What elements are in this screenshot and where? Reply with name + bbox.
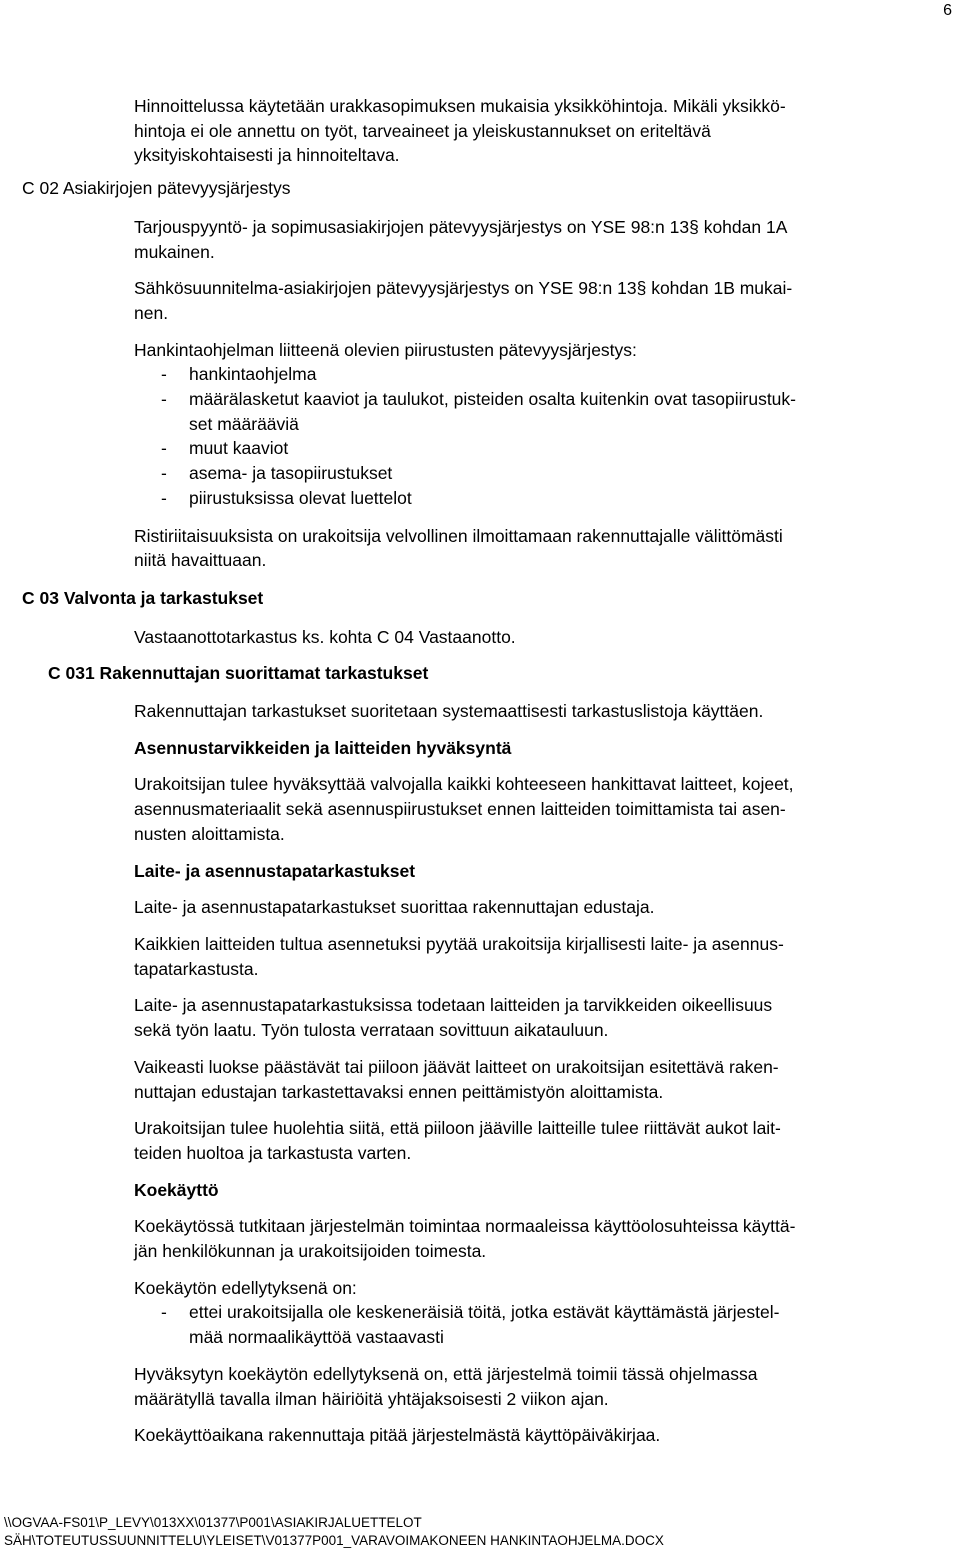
- text-line: Koekäytössä tutkitaan järjestelmän toimintaa normaaleissa käyttöolosuhteissa käyttä-: [134, 1216, 796, 1237]
- c03-paragraph-1: Vastaanottotarkastus ks. kohta C 04 Vastaanotto.: [134, 626, 516, 647]
- text-line: Laite- ja asennustapatarkastuksissa todetaan laitteiden ja tarvikkeiden oikeellisuus: [134, 995, 773, 1016]
- text-line: niitä havaittuaan.: [134, 550, 267, 571]
- section-heading-c031: C 031 Rakennuttajan suorittamat tarkastukset: [48, 663, 429, 684]
- text-line: Ristiriitaisuuksista on urakoitsija velvollinen ilmoittamaan rakennuttajalle välittömästi: [134, 525, 783, 546]
- text-line: ettei urakoitsijalla ole keskeneräisiä töitä, jotka estävät käyttämästä järjestel-: [189, 1302, 780, 1323]
- text-line: määrälasketut kaaviot ja taulukot, pisteiden osalta kuitenkin ovat tasopiirustuk-: [189, 389, 796, 410]
- text-line: set määrääviä: [189, 413, 299, 434]
- c031-paragraph-1: Rakennuttajan tarkastukset suoritetaan systemaattisesti tarkastuslistoja käyttäen.: [134, 701, 764, 722]
- list-item: - piirustuksissa olevat luettelot: [134, 486, 960, 511]
- c02-paragraph-2: [134, 276, 952, 325]
- footer-line: SÄH\TOTEUTUSSUUNNITTELU\YLEISET\V01377P001_VARAVOIMAKONEEN HANKINTAOHJELMA.DOCX: [4, 1532, 664, 1548]
- document-body: [0, 94, 960, 1448]
- subheading-equipment-approval: Asennustarvikkeiden ja laitteiden hyväksyntä: [134, 737, 512, 758]
- intro-paragraph: [134, 94, 952, 168]
- text-line: sekä työn laatu. Työn tulosta verrataan sovittuun aikatauluun.: [134, 1020, 609, 1041]
- text-line: piirustuksissa olevat luettelot: [189, 487, 412, 508]
- text-line: teiden huoltoa ja tarkastusta varten.: [134, 1142, 412, 1163]
- text-line: jän henkilökunnan ja urakoitsijoiden toimesta.: [134, 1241, 487, 1262]
- c02-drawing-list: [134, 362, 960, 510]
- trial-run-conditions-list: [134, 1300, 960, 1349]
- inspection-paragraph-4: [134, 1055, 952, 1104]
- inspection-paragraph-3: [134, 993, 952, 1042]
- list-item: - muut kaaviot: [134, 436, 960, 461]
- trial-run-list-intro: Koekäytön edellytyksenä on:: [134, 1277, 357, 1298]
- text-line: hintoja ei ole annettu on työt, tarveaineet ja yleiskustannukset on eriteltävä: [134, 120, 711, 141]
- c02-paragraph-1: [134, 215, 952, 264]
- section-heading-c02: C 02 Asiakirjojen pätevyysjärjestys: [22, 178, 291, 199]
- trial-run-paragraph-3: Koekäyttöaikana rakennuttaja pitää järjestelmästä käyttöpäiväkirjaa.: [134, 1425, 661, 1446]
- text-line: määrätyllä tavalla ilman häiriöitä yhtäjaksoisesti 2 viikon ajan.: [134, 1388, 609, 1409]
- footer-line: \\OGVAA-FS01\P_LEVY\013XX\01377\P001\ASIAKIRJALUETTELOT: [4, 1515, 422, 1530]
- trial-run-paragraph-1: [134, 1214, 952, 1263]
- text-line: Kaikkien laitteiden tultua asennetuksi pyytää urakoitsija kirjallisesti laite- ja asennus-: [134, 933, 784, 954]
- footer-file-path: [4, 1514, 664, 1549]
- text-line: nuttajan edustajan tarkastettavaksi ennen peittämistyön aloittamista.: [134, 1081, 664, 1102]
- text-line: Vaikeasti luokse päästävät tai piiloon jäävät laitteet on urakoitsijan esitettävä raken-: [134, 1056, 779, 1077]
- text-line: tapatarkastusta.: [134, 958, 259, 979]
- text-line: Hinnoittelussa käytetään urakkasopimuksen mukaisia yksikköhintoja. Mikäli yksikkö-: [134, 96, 786, 116]
- section-heading-c03: C 03 Valvonta ja tarkastukset: [22, 587, 264, 608]
- text-line: mää normaalikäyttöä vastaavasti: [189, 1327, 444, 1348]
- inspection-paragraph-5: [134, 1116, 952, 1165]
- c02-paragraph-3: [134, 524, 952, 573]
- c02-list-intro: Hankintaohjelman liitteenä olevien piirustusten pätevyysjärjestys:: [134, 339, 637, 360]
- list-item: - määrälasketut kaaviot ja taulukot, pisteiden osalta kuitenkin ovat tasopiirustuk- set määrääviä: [134, 387, 960, 436]
- text-line: nusten aloittamista.: [134, 823, 285, 844]
- text-line: Urakoitsijan tulee huolehtia siitä, että piiloon jääville laitteille tulee riittävät aukot lait-: [134, 1118, 781, 1139]
- text-line: muut kaaviot: [189, 438, 289, 459]
- inspection-paragraph-1: Laite- ja asennustapatarkastukset suorittaa rakennuttajan edustaja.: [134, 897, 655, 918]
- text-line: Tarjouspyyntö- ja sopimusasiakirjojen pätevyysjärjestys on YSE 98:n 13§ kohdan 1A: [134, 216, 788, 237]
- subheading-trial-run: Koekäyttö: [134, 1179, 219, 1200]
- text-line: mukainen.: [134, 241, 215, 262]
- text-line: nen.: [134, 302, 169, 323]
- list-item: - hankintaohjelma: [134, 362, 960, 387]
- subheading-installation-inspections: Laite- ja asennustapatarkastukset: [134, 860, 416, 881]
- trial-run-paragraph-2: [134, 1362, 952, 1411]
- text-line: Sähkösuunnitelma-asiakirjojen pätevyysjärjestys on YSE 98:n 13§ kohdan 1B mukai-: [134, 278, 793, 299]
- text-line: asennusmateriaalit sekä asennuspiirustukset ennen laitteiden toimittamista tai asen-: [134, 799, 786, 820]
- equipment-approval-paragraph: [134, 772, 952, 846]
- text-line: Hyväksytyn koekäytön edellytyksenä on, että järjestelmä toimii tässä ohjelmassa: [134, 1363, 758, 1384]
- text-line: hankintaohjelma: [189, 364, 317, 385]
- inspection-paragraph-2: [134, 932, 952, 981]
- text-line: asema- ja tasopiirustukset: [189, 463, 393, 484]
- text-line: yksityiskohtaisesti ja hinnoiteltava.: [134, 145, 400, 166]
- page-number: 6: [943, 2, 952, 19]
- text-line: Urakoitsijan tulee hyväksyttää valvojalla kaikki kohteeseen hankittavat laitteet, kojeet,: [134, 774, 794, 795]
- list-item: - asema- ja tasopiirustukset: [134, 461, 960, 486]
- list-item: - ettei urakoitsijalla ole keskeneräisiä töitä, jotka estävät käyttämästä järjestel- mää normaalikäyttöä vastaavasti: [134, 1300, 960, 1349]
